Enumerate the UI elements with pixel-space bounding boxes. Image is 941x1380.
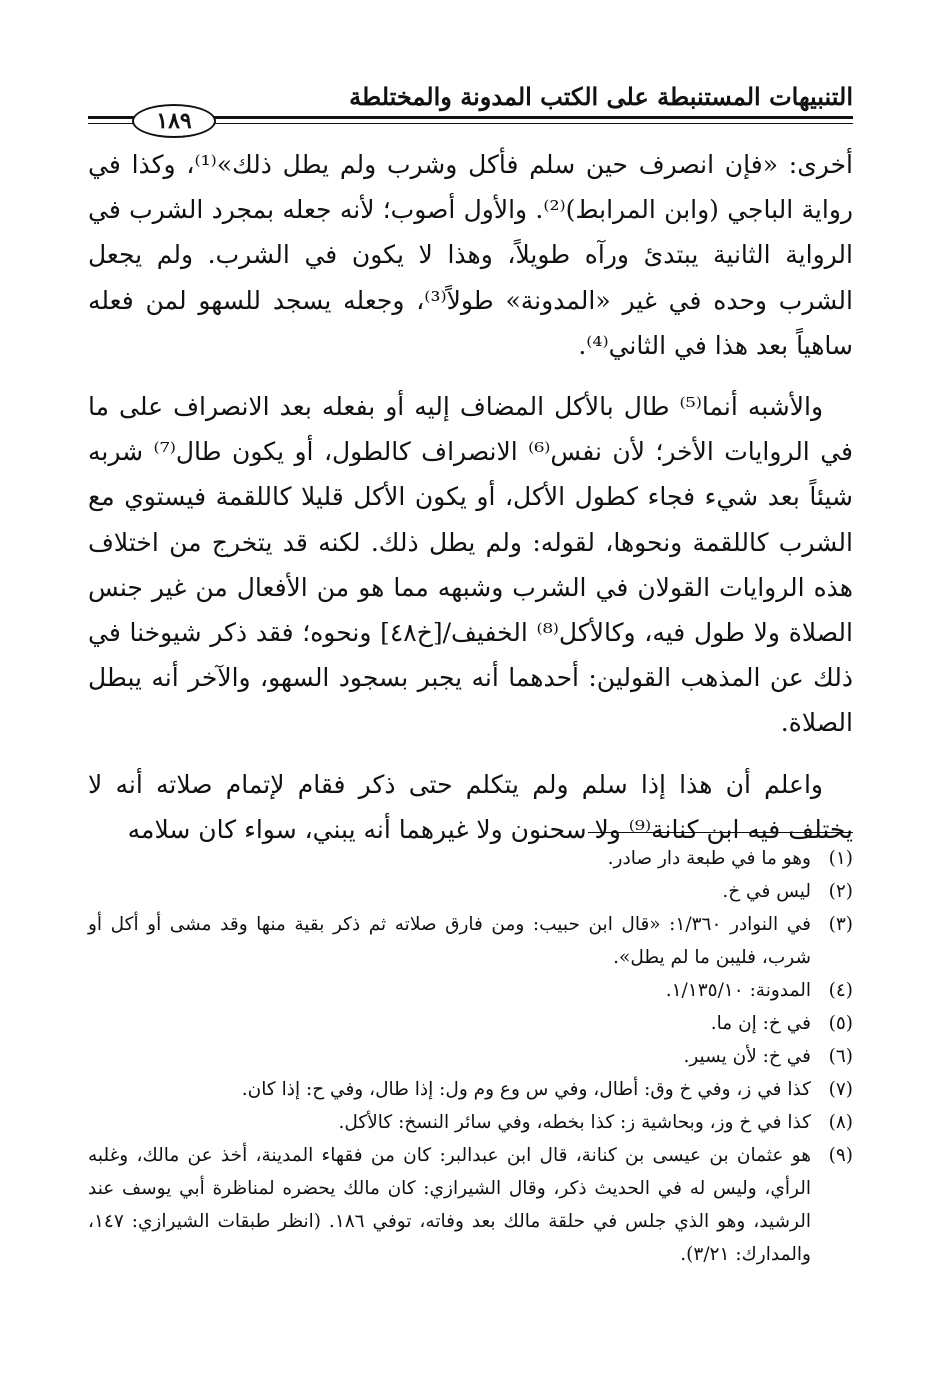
- footnote-text: كذا في خ وز، وبحاشية ز: كذا بخطه، وفي سائر النسخ: كالأكل.: [338, 1112, 811, 1133]
- footnote-number: (١): [828, 848, 853, 869]
- footnote-item: [88, 1106, 853, 1139]
- footnote-text: في خ: لأن يسير.: [683, 1046, 811, 1067]
- footnote-item: [88, 875, 853, 908]
- footnote-number: (٨): [828, 1112, 853, 1133]
- footnote-text: كذا في ز، وفي خ وق: أطال، وفي س وع وم ول: إذا طال، وفي ح: إذا كان.: [241, 1079, 811, 1100]
- footnote-number: (٩): [828, 1145, 853, 1166]
- paragraph: والأشبه أنما⁽⁵⁾ طال بالأكل المضاف إليه أو بفعله بعد الانصراف على ما في الروايات الأخر؛ لأن نفس⁽⁶⁾ الانصراف كالطول، أو يكون طال⁽⁷⁾ شربه شيئاً بعد شيء فجاء كطول الأكل، أو يكون الأكل قليلا كاللقمة فيستوي مع الشرب كاللقمة ونحوها، لقوله: ولم يطل ذلك. لكنه قد يتخرج من اختلاف هذه الروايات القولان في الشرب وشبهه مما هو من الأفعال من غير جنس الصلاة ولا طول فيه، وكالأكل⁽⁸⁾ الخفيف/[خ٤٨] ونحوه؛ فقد ذكر شيوخنا في ذلك عن المذهب القولين: أحدهما أنه يجبر بسجود السهو، والآخر أنه يبطل الصلاة.: [88, 392, 853, 738]
- footnotes: [88, 842, 853, 1271]
- footnote-text: في خ: إن ما.: [710, 1013, 811, 1034]
- footnote-text: هو عثمان بن عيسى بن كنانة، قال ابن عبدالبر: كان من فقهاء المدينة، أخذ عن مالك، وغلبه الرأي، وليس له في الحديث ذكر، وقال الشيرازي: كان مالك يحضره لمناظرة أبي يوسف عند الرشيد، وهو الذي جلس في حلقة مالك بعد وفاته، توفي ١٨٦. (انظر طبقات الشيرازي: ١٤٧، والمدارك: ٣/٢١).: [88, 1145, 811, 1265]
- paragraph: أخرى: «فإن انصرف حين سلم فأكل وشرب ولم يطل ذلك»⁽¹⁾، وكذا في رواية الباجي (وابن المرابط)⁽²⁾. والأول أصوب؛ لأنه جعله بمجرد الشرب في الرواية الثانية يبتدئ ورآه طويلاً، وهذا لا يكون في الشرب. ولم يجعل الشرب وحده في غير «المدونة» طولاً⁽³⁾، وجعله يسجد للسهو لمن فعله ساهياً بعد هذا في الثاني⁽⁴⁾.: [88, 150, 853, 360]
- footnote-text: المدونة: ١/١٣٥/١٠.: [665, 980, 811, 1001]
- footnote-text: في النوادر ١/٣٦٠: «قال ابن حبيب: ومن فارق صلاته ثم ذكر بقية منها وقد مشى أو أكل أو شرب، فليبن ما لم يطل».: [88, 914, 811, 968]
- page-number-badge: ١٨٩: [132, 104, 216, 138]
- footnote-text: ليس في خ.: [722, 881, 811, 902]
- footnote-number: (٢): [828, 881, 853, 902]
- footnote-item: [88, 1139, 853, 1271]
- footnote-text: وهو ما في طبعة دار صادر.: [607, 848, 811, 869]
- main-text: [88, 142, 853, 852]
- footnote-item: [88, 974, 853, 1007]
- footnote-number: (٥): [828, 1013, 853, 1034]
- footnote-number: (٧): [828, 1079, 853, 1100]
- running-title: التنبيهات المستنبطة على الكتب المدونة والمختلطة: [349, 82, 853, 111]
- footnote-number: (٣): [828, 914, 853, 935]
- footnote-separator: [588, 832, 853, 833]
- footnote-number: (٤): [828, 980, 853, 1001]
- footnote-number: (٦): [828, 1046, 853, 1067]
- footnote-item: [88, 1073, 853, 1106]
- footnote-item: [88, 842, 853, 875]
- paragraph: واعلم أن هذا إذا سلم ولم يتكلم حتى ذكر فقام لإتمام صلاته أنه لا يختلف فيه ابن كنانة⁽⁹⁾ ولا سحنون ولا غيرهما أنه يبني، سواء كان سلامه: [88, 769, 853, 844]
- footnote-item: [88, 908, 853, 974]
- footnote-item: [88, 1040, 853, 1073]
- footnote-item: [88, 1007, 853, 1040]
